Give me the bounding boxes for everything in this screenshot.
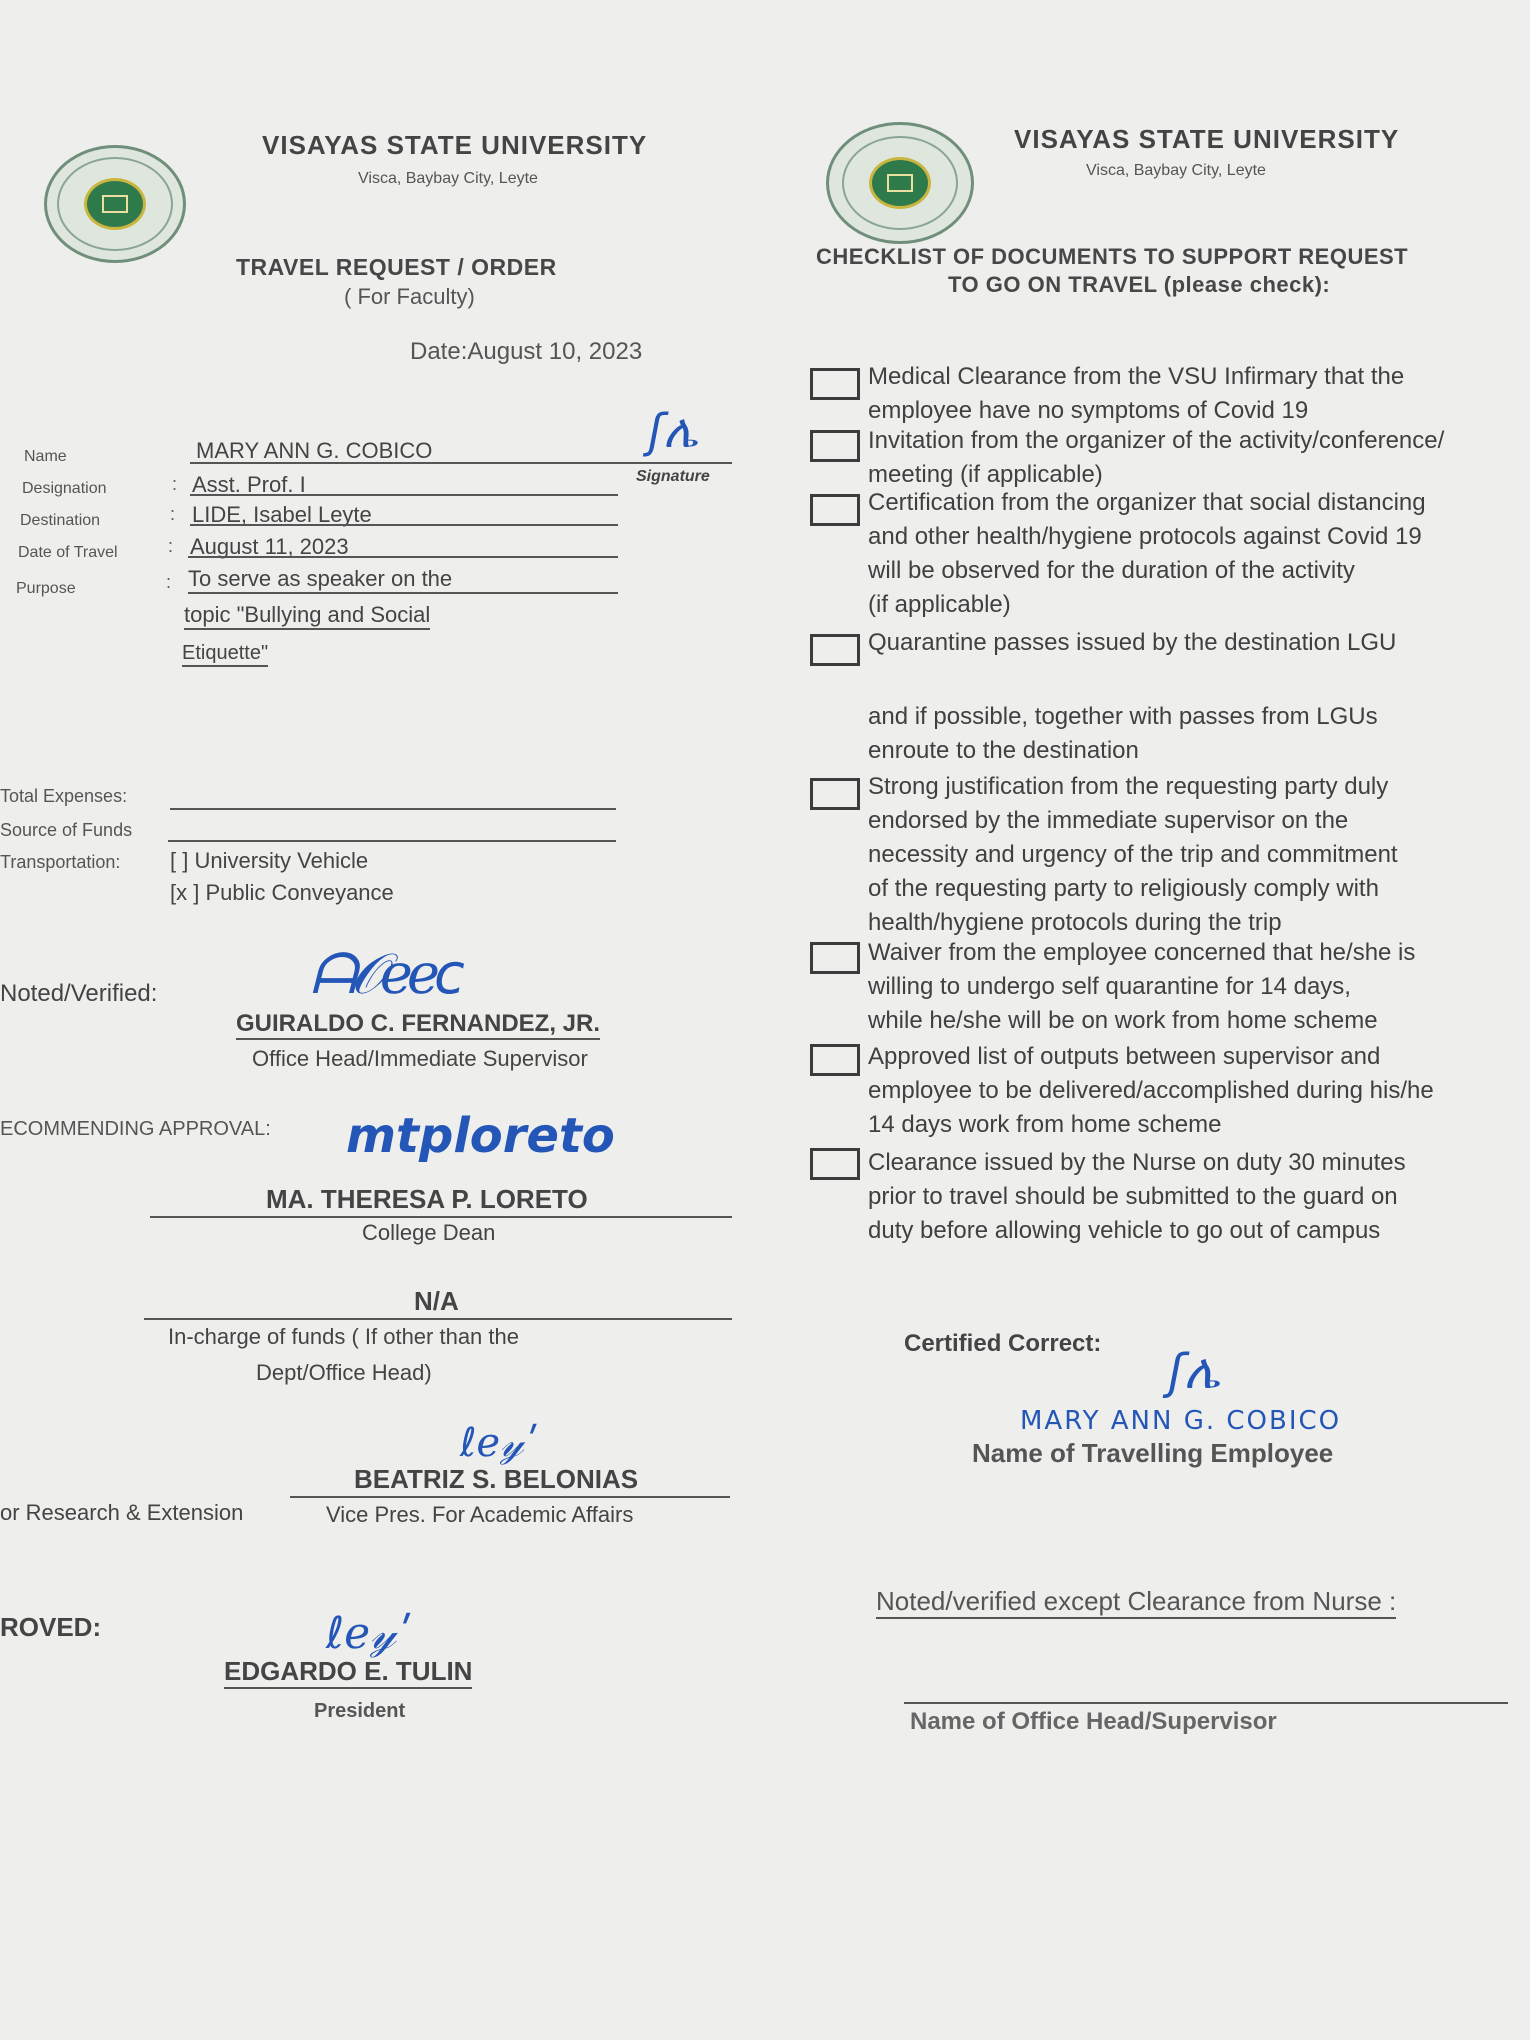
recommending-approval-label: ECOMMENDING APPROVAL:: [0, 1118, 271, 1140]
text: of the requesting party to religiously comply with: [868, 875, 1379, 902]
text: and if possible, together with passes from LGUs: [868, 703, 1378, 730]
total-expenses-label: Total Expenses:: [0, 786, 128, 806]
vp-title: Vice Pres. For Academic Affairs: [326, 1502, 634, 1527]
colon: :: [172, 474, 178, 494]
supervisor-title: Office Head/Immediate Supervisor: [252, 1046, 588, 1071]
text: Medical Clearance from the VSU Infirmary that the: [868, 363, 1405, 390]
text: Approved list of outputs between supervisor and: [868, 1043, 1381, 1070]
funds-label-line2: Dept/Office Head): [256, 1360, 432, 1385]
checklist-title-line1: CHECKLIST OF DOCUMENTS TO SUPPORT REQUEST: [816, 244, 1409, 269]
date-of-travel-line: [188, 556, 618, 558]
employee-signature: ʃ︎ሌ: [1168, 1344, 1220, 1400]
text: endorsed by the immediate supervisor on the: [868, 807, 1349, 834]
dean-title: College Dean: [362, 1220, 496, 1245]
dean-line: [150, 1216, 732, 1218]
checkbox-quarantine-passes[interactable]: [810, 634, 860, 666]
president-signature: ℓℯ𝓎ʹ: [326, 1608, 409, 1659]
form-title: TRAVEL REQUEST / ORDER: [236, 254, 557, 280]
checkbox-approved-outputs[interactable]: [810, 1044, 860, 1076]
text: Invitation from the organizer of the activity/conference/: [868, 427, 1445, 454]
noted-verified-label: Noted/Verified:: [0, 980, 158, 1007]
destination-value: LIDE, Isabel Leyte: [192, 502, 372, 527]
funds-line: [144, 1318, 732, 1320]
employee-handwritten-name: MARY ANN G. COBICO: [1020, 1406, 1342, 1436]
supervisor-signature: ᗩ𝒪ℯℯⅽ: [310, 942, 459, 1007]
transport-public-conveyance: [x ] Public Conveyance: [170, 880, 394, 905]
destination-label: Destination: [20, 512, 101, 529]
checkbox-nurse-clearance[interactable]: [810, 1148, 860, 1180]
designation-value: Asst. Prof. I: [192, 472, 306, 497]
seal-ring: [57, 157, 173, 251]
university-seal-right: [826, 122, 974, 244]
checkbox-medical-clearance[interactable]: [810, 368, 860, 400]
checklist-title-line2: TO GO ON TRAVEL (please check):: [948, 272, 1331, 297]
transportation-label: Transportation:: [0, 852, 121, 872]
president-name: EDGARDO E. TULIN: [224, 1656, 472, 1689]
text: meeting (if applicable): [868, 461, 1103, 488]
research-extension-label: or Research & Extension: [0, 1500, 244, 1525]
date-of-travel-value: August 11, 2023: [190, 534, 349, 559]
purpose-line2: topic "Bullying and Social: [184, 602, 430, 630]
total-expenses-line: [170, 808, 616, 810]
vp-line: [290, 1496, 730, 1498]
text: (if applicable): [868, 591, 1011, 618]
request-date: Date:August 10, 2023: [410, 338, 643, 365]
checklist-item-nurse-clearance: [868, 1146, 1528, 1248]
name-value: MARY ANN G. COBICO: [196, 438, 433, 463]
checklist-item-waiver: [868, 936, 1528, 1038]
text: Clearance issued by the Nurse on duty 30 minutes: [868, 1149, 1406, 1176]
text: Certification from the organizer that social distancing: [868, 489, 1426, 516]
president-title: President: [314, 1700, 406, 1722]
office-head-title: Name of Office Head/Supervisor: [910, 1708, 1277, 1735]
supervisor-name: GUIRALDO C. FERNANDEZ, JR.: [236, 1010, 600, 1040]
purpose-line3: Etiquette": [182, 642, 268, 667]
colon: :: [166, 572, 172, 592]
checklist-item-quarantine-passes: [868, 626, 1528, 768]
noted-except-label: Noted/verified except Clearance from Nurse :: [876, 1586, 1396, 1619]
text: enroute to the destination: [868, 737, 1139, 764]
source-of-funds-label: Source of Funds: [0, 820, 133, 840]
name-line: [190, 462, 732, 464]
text: willing to undergo self quarantine for 14 days,: [868, 973, 1351, 1000]
checklist-item-certification: [868, 486, 1528, 622]
seal-core-icon: [869, 157, 931, 209]
certified-correct-label: Certified Correct:: [904, 1330, 1102, 1357]
text: employee have no symptoms of Covid 19: [868, 397, 1309, 424]
purpose-line1: To serve as speaker on the: [188, 566, 618, 594]
text: while he/she will be on work from home scheme: [868, 1007, 1378, 1034]
university-name-left: VISAYAS STATE UNIVERSITY: [262, 130, 648, 160]
applicant-signature: ʃ︎ሌ: [648, 404, 698, 458]
checklist-item-invitation: [868, 424, 1528, 492]
office-head-line: [904, 1702, 1508, 1704]
text: Waiver from the employee concerned that he/she is: [868, 939, 1416, 966]
designation-line: [190, 494, 618, 496]
funds-label-line1: In-charge of funds ( If other than the: [168, 1324, 519, 1349]
checklist-item-approved-outputs: [868, 1040, 1528, 1142]
university-address-left: Visca, Baybay City, Leyte: [358, 170, 538, 187]
form-subtitle: ( For Faculty): [344, 284, 475, 309]
text: employee to be delivered/accomplished during his/he: [868, 1077, 1434, 1104]
seal-core-icon: [84, 178, 146, 230]
checkbox-waiver[interactable]: [810, 942, 860, 974]
university-address-right: Visca, Baybay City, Leyte: [1086, 162, 1266, 179]
destination-line: [190, 524, 618, 526]
vp-name: BEATRIZ S. BELONIAS: [354, 1464, 639, 1494]
text: prior to travel should be submitted to the guard on: [868, 1183, 1398, 1210]
text: 14 days work from home scheme: [868, 1111, 1222, 1138]
date-of-travel-label: Date of Travel: [18, 544, 118, 561]
vp-signature: ℓℯ𝓎ʹ: [460, 1420, 535, 1466]
designation-label: Designation: [22, 480, 107, 497]
university-seal-left: [44, 145, 186, 263]
purpose-label: Purpose: [16, 580, 76, 597]
employee-title: Name of Travelling Employee: [972, 1438, 1334, 1468]
source-of-funds-line: [168, 840, 616, 842]
dean-name: MA. THERESA P. LORETO: [266, 1184, 588, 1214]
dean-signature: mtploreto: [346, 1108, 615, 1164]
funds-value: N/A: [414, 1286, 459, 1316]
checkbox-invitation[interactable]: [810, 430, 860, 462]
colon: :: [170, 504, 176, 524]
checklist-item-medical-clearance: [868, 360, 1528, 428]
text: necessity and urgency of the trip and commitment: [868, 841, 1398, 868]
transport-university-vehicle: [ ] University Vehicle: [170, 848, 369, 873]
text: Quarantine passes issued by the destination LGU: [868, 629, 1397, 656]
checkbox-certification[interactable]: [810, 494, 860, 526]
colon: :: [168, 536, 174, 556]
text: and other health/hygiene protocols against Covid 19: [868, 523, 1422, 550]
signature-label: Signature: [636, 468, 710, 485]
text: health/hygiene protocols during the trip: [868, 909, 1282, 936]
text: Strong justification from the requesting party duly: [868, 773, 1389, 800]
university-name-right: VISAYAS STATE UNIVERSITY: [1014, 124, 1400, 154]
name-label: Name: [24, 448, 67, 465]
approved-label: ROVED:: [0, 1612, 102, 1642]
text: duty before allowing vehicle to go out of campus: [868, 1217, 1381, 1244]
seal-ring: [842, 136, 958, 230]
checklist-item-justification: [868, 770, 1528, 940]
text: will be observed for the duration of the activity: [868, 557, 1355, 584]
checkbox-justification[interactable]: [810, 778, 860, 810]
